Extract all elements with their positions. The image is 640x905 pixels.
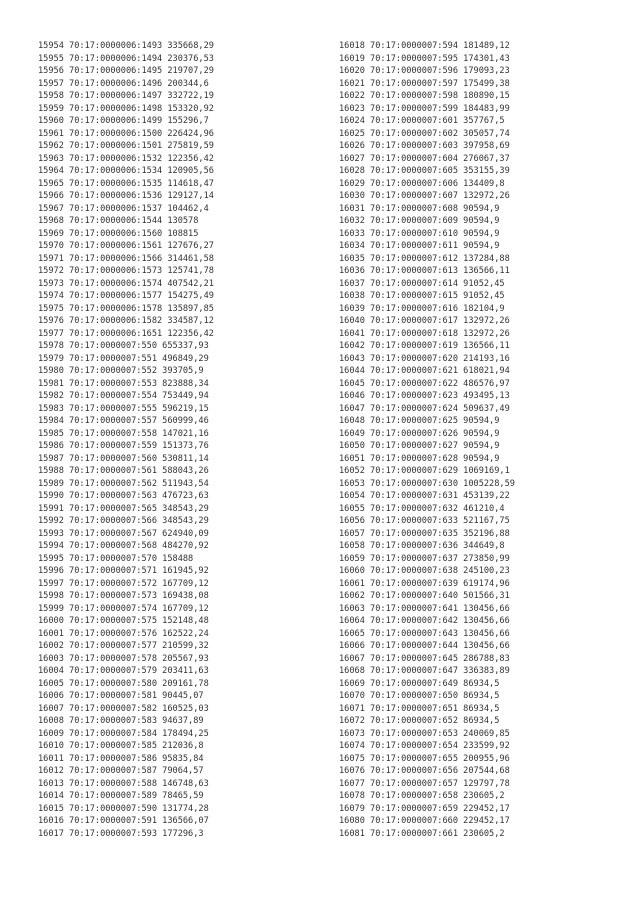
- record-line: 16054 70:17:0000007:631 453139,22: [339, 491, 510, 501]
- record-line: 15987 70:17:0000007:560 530811,14: [38, 453, 209, 464]
- record-line: 16015 70:17:0000007:590 131774,28: [38, 803, 209, 814]
- record-line: 16051 70:17:0000007:628 90594,9: [339, 453, 500, 464]
- record-line: 15994 70:17:0000007:568 484270,92: [38, 541, 209, 551]
- record-line: 15972 70:17:0000006:1573 125741,78: [38, 266, 214, 276]
- record-line: 16021 70:17:0000007:597 175499,38: [339, 78, 510, 89]
- record-line: 16079 70:17:0000007:659 229452,17: [339, 803, 510, 814]
- record-line: 16047 70:17:0000007:624 509637,49: [339, 403, 510, 414]
- record-line: 15963 70:17:0000006:1532 122356,42: [38, 153, 214, 164]
- record-line: 16000 70:17:0000007:575 152148,48: [38, 616, 209, 626]
- record-line: 16060 70:17:0000007:638 245100,23: [339, 566, 510, 576]
- record-line: 16057 70:17:0000007:635 352196,88: [339, 528, 510, 539]
- record-line: 16043 70:17:0000007:620 214193,16: [339, 353, 510, 364]
- record-line: 16005 70:17:0000007:580 209161,78: [38, 678, 209, 689]
- record-line: 16049 70:17:0000007:626 90594,9: [339, 428, 500, 439]
- record-line: 15996 70:17:0000007:571 161945,92: [38, 566, 209, 576]
- record-line: 15995 70:17:0000007:570 158488: [38, 553, 194, 564]
- record-line: 16003 70:17:0000007:578 205567,93: [38, 653, 209, 664]
- record-line: 16042 70:17:0000007:619 136566,11: [339, 341, 510, 351]
- record-line: 15981 70:17:0000007:553 823888,34: [38, 378, 209, 389]
- record-line: 16055 70:17:0000007:632 461210,4: [339, 503, 505, 514]
- record-line: 15999 70:17:0000007:574 167709,12: [38, 603, 209, 614]
- record-line: 16019 70:17:0000007:595 174301,43: [339, 53, 510, 64]
- record-line: 15974 70:17:0000006:1577 154275,49: [38, 291, 214, 301]
- record-line: 15984 70:17:0000007:557 560999,46: [38, 416, 209, 426]
- record-line: 16068 70:17:0000007:647 336383,89: [339, 666, 510, 676]
- record-line: 15977 70:17:0000006:1651 122356,42: [38, 328, 214, 339]
- record-line: 16059 70:17:0000007:637 273850,99: [339, 553, 510, 564]
- record-line: 15955 70:17:0000006:1494 230376,53: [38, 53, 214, 64]
- record-line: 16071 70:17:0000007:651 86934,5: [339, 703, 500, 714]
- record-line: 15964 70:17:0000006:1534 120905,56: [38, 166, 214, 176]
- record-line: 16030 70:17:0000007:607 132972,26: [339, 191, 510, 201]
- record-line: 15957 70:17:0000006:1496 200344,6: [38, 78, 209, 89]
- record-line: 16010 70:17:0000007:585 212036,8: [38, 741, 204, 751]
- record-line: 16027 70:17:0000007:604 276067,37: [339, 153, 510, 164]
- record-line: 16066 70:17:0000007:644 130456,66: [339, 641, 510, 651]
- record-line: 16039 70:17:0000007:616 182104,9: [339, 303, 505, 314]
- record-line: 15983 70:17:0000007:555 596219,15: [38, 403, 209, 414]
- record-line: 16031 70:17:0000007:608 90594,9: [339, 203, 500, 214]
- record-line: 16074 70:17:0000007:654 233599,92: [339, 741, 510, 751]
- record-line: 16018 70:17:0000007:594 181489,12: [339, 41, 510, 51]
- record-line: 16041 70:17:0000007:618 132972,26: [339, 328, 510, 339]
- record-line: 16002 70:17:0000007:577 210599,32: [38, 641, 209, 651]
- record-line: 15967 70:17:0000006:1537 104462,4: [38, 203, 209, 214]
- record-line: 16023 70:17:0000007:599 184483,99: [339, 103, 510, 114]
- record-line: 16073 70:17:0000007:653 240069,85: [339, 728, 510, 739]
- right-column: [339, 40, 515, 840]
- record-line: 15969 70:17:0000006:1560 108815: [38, 228, 199, 239]
- record-line: 15993 70:17:0000007:567 624940,09: [38, 528, 209, 539]
- record-line: 16026 70:17:0000007:603 397958,69: [339, 141, 510, 151]
- record-line: 16076 70:17:0000007:656 207544,68: [339, 766, 510, 776]
- record-line: 16025 70:17:0000007:602 305057,74: [339, 128, 510, 139]
- record-line: 16072 70:17:0000007:652 86934,5: [339, 716, 500, 726]
- record-line: 15976 70:17:0000006:1582 334587,12: [38, 316, 214, 326]
- record-line: 16065 70:17:0000007:643 130456,66: [339, 628, 510, 639]
- record-line: 16064 70:17:0000007:642 130456,66: [339, 616, 510, 626]
- record-line: 16016 70:17:0000007:591 136566,07: [38, 816, 209, 826]
- record-line: 15989 70:17:0000007:562 511943,54: [38, 478, 209, 489]
- record-line: 16077 70:17:0000007:657 129797,78: [339, 778, 510, 789]
- record-line: 16009 70:17:0000007:584 178494,25: [38, 728, 209, 739]
- record-line: 16062 70:17:0000007:640 501566,31: [339, 591, 510, 601]
- record-line: 15962 70:17:0000006:1501 275819,59: [38, 141, 214, 151]
- record-line: 15973 70:17:0000006:1574 407542,21: [38, 278, 214, 289]
- record-line: 16022 70:17:0000007:598 180890,15: [339, 91, 510, 101]
- record-line: 15978 70:17:0000007:550 655337,93: [38, 341, 209, 351]
- record-line: 15980 70:17:0000007:552 393705,9: [38, 366, 204, 376]
- record-line: 16028 70:17:0000007:605 353155,39: [339, 166, 510, 176]
- record-line: 15986 70:17:0000007:559 151373,76: [38, 441, 209, 451]
- record-line: 16046 70:17:0000007:623 493495,13: [339, 391, 510, 401]
- record-line: 16020 70:17:0000007:596 179093,23: [339, 66, 510, 76]
- record-line: 16075 70:17:0000007:655 200955,96: [339, 753, 510, 764]
- record-line: 16013 70:17:0000007:588 146748,63: [38, 778, 209, 789]
- record-line: 16032 70:17:0000007:609 90594,9: [339, 216, 500, 226]
- record-line: 16080 70:17:0000007:660 229452,17: [339, 816, 510, 826]
- record-line: 16044 70:17:0000007:621 618021,94: [339, 366, 510, 376]
- record-line: 15998 70:17:0000007:573 169438,08: [38, 591, 209, 601]
- record-line: 15979 70:17:0000007:551 496849,29: [38, 353, 209, 364]
- record-line: 15991 70:17:0000007:565 348543,29: [38, 503, 209, 514]
- record-line: 15961 70:17:0000006:1500 226424,96: [38, 128, 214, 139]
- record-line: 16036 70:17:0000007:613 136566,11: [339, 266, 510, 276]
- record-line: 16052 70:17:0000007:629 1069169,1: [339, 466, 510, 476]
- record-line: 16048 70:17:0000007:625 90594,9: [339, 416, 500, 426]
- record-line: 16034 70:17:0000007:611 90594,9: [339, 241, 500, 251]
- record-line: 15968 70:17:0000006:1544 130578: [38, 216, 199, 226]
- record-line: 16006 70:17:0000007:581 90445,07: [38, 691, 204, 701]
- record-line: 16063 70:17:0000007:641 130456,66: [339, 603, 510, 614]
- record-line: 16035 70:17:0000007:612 137284,88: [339, 253, 510, 264]
- record-line: 15956 70:17:0000006:1495 219707,29: [38, 66, 214, 76]
- record-line: 16038 70:17:0000007:615 91052,45: [339, 291, 505, 301]
- record-line: 16008 70:17:0000007:583 94637,89: [38, 716, 204, 726]
- record-line: 15990 70:17:0000007:563 476723,63: [38, 491, 209, 501]
- record-line: 15954 70:17:0000006:1493 335668,29: [38, 41, 214, 51]
- record-line: 16061 70:17:0000007:639 619174,96: [339, 578, 510, 589]
- record-line: 16058 70:17:0000007:636 344649,8: [339, 541, 505, 551]
- record-line: 16011 70:17:0000007:586 95835,84: [38, 753, 204, 764]
- record-line: 15960 70:17:0000006:1499 155296,7: [38, 116, 209, 126]
- record-line: 15975 70:17:0000006:1578 135897,85: [38, 303, 214, 314]
- record-line: 16067 70:17:0000007:645 286788,83: [339, 653, 510, 664]
- record-line: 16045 70:17:0000007:622 486576,97: [339, 378, 510, 389]
- record-line: 15965 70:17:0000006:1535 114618,47: [38, 178, 214, 189]
- record-line: 16024 70:17:0000007:601 357767,5: [339, 116, 505, 126]
- record-line: 16001 70:17:0000007:576 162522,24: [38, 628, 209, 639]
- record-line: 16040 70:17:0000007:617 132972,26: [339, 316, 510, 326]
- record-line: 15985 70:17:0000007:558 147021,16: [38, 428, 209, 439]
- record-line: 16056 70:17:0000007:633 521167,75: [339, 516, 510, 526]
- record-line: 15982 70:17:0000007:554 753449,94: [38, 391, 209, 401]
- record-line: 16081 70:17:0000007:661 230605,2: [339, 828, 505, 839]
- record-line: 16033 70:17:0000007:610 90594,9: [339, 228, 500, 239]
- record-line: 15959 70:17:0000006:1498 153320,92: [38, 103, 214, 114]
- record-line: 15958 70:17:0000006:1497 332722,19: [38, 91, 214, 101]
- record-line: 15992 70:17:0000007:566 348543,29: [38, 516, 209, 526]
- record-line: 16037 70:17:0000007:614 91052,45: [339, 278, 505, 289]
- record-line: 16053 70:17:0000007:630 1005228,59: [339, 478, 515, 489]
- record-line: 16029 70:17:0000007:606 134409,8: [339, 178, 505, 189]
- record-line: 16070 70:17:0000007:650 86934,5: [339, 691, 500, 701]
- record-line: 15997 70:17:0000007:572 167709,12: [38, 578, 209, 589]
- record-line: 16050 70:17:0000007:627 90594,9: [339, 441, 500, 451]
- left-column: [38, 40, 214, 840]
- record-line: 15966 70:17:0000006:1536 129127,14: [38, 191, 214, 201]
- record-line: 15970 70:17:0000006:1561 127676,27: [38, 241, 214, 251]
- record-line: 16004 70:17:0000007:579 203411,63: [38, 666, 209, 676]
- record-line: 16007 70:17:0000007:582 160525,03: [38, 703, 209, 714]
- record-line: 15971 70:17:0000006:1566 314461,58: [38, 253, 214, 264]
- record-line: 15988 70:17:0000007:561 588043,26: [38, 466, 209, 476]
- record-line: 16078 70:17:0000007:658 230605,2: [339, 791, 505, 801]
- record-line: 16017 70:17:0000007:593 177296,3: [38, 828, 204, 839]
- record-line: 16069 70:17:0000007:649 86934,5: [339, 678, 500, 689]
- record-line: 16012 70:17:0000007:587 79064,57: [38, 766, 204, 776]
- record-line: 16014 70:17:0000007:589 78465,59: [38, 791, 204, 801]
